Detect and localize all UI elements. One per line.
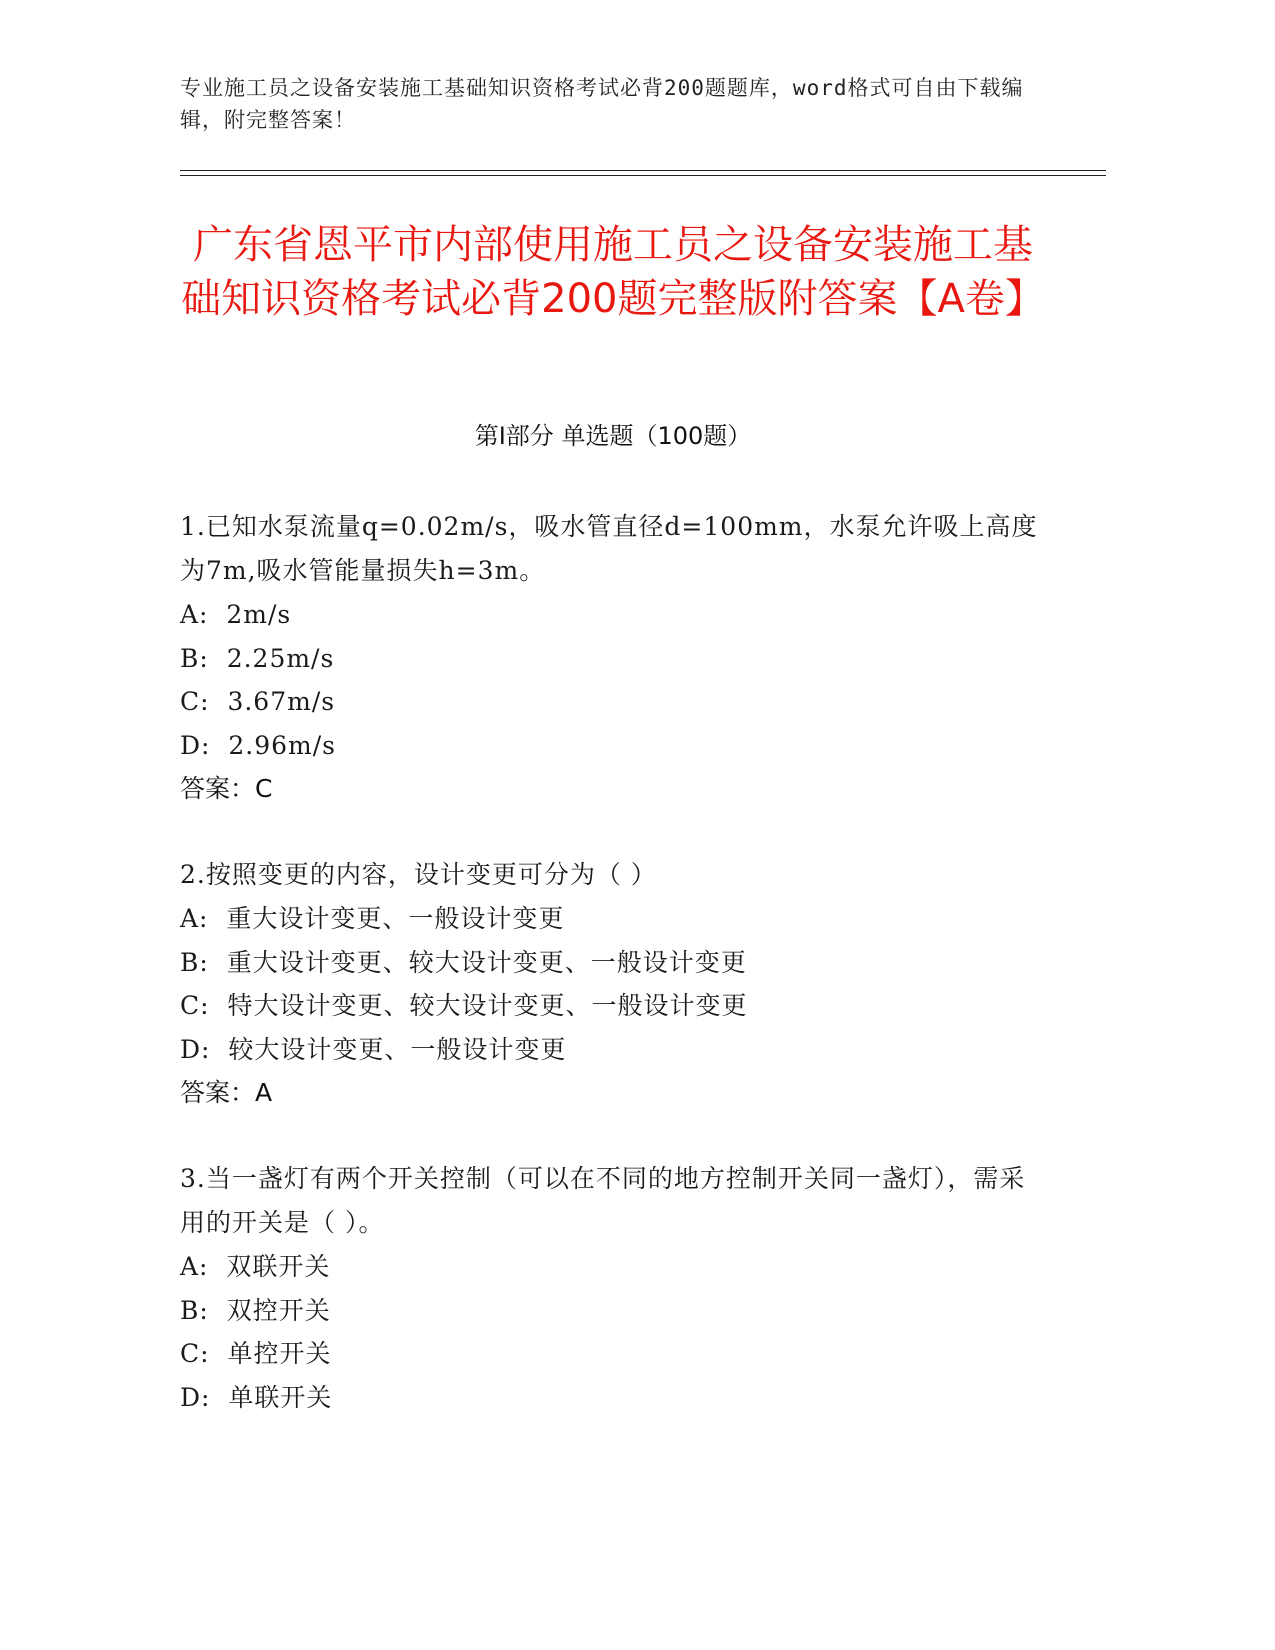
header-divider-top	[180, 170, 1106, 171]
question-stem: 2.按照变更的内容，设计变更可分为（ ）	[180, 860, 657, 889]
option-c: C: 3.67m/s	[180, 687, 336, 716]
option-c: C: 特大设计变更、较大设计变更、一般设计变更	[180, 991, 748, 1020]
question-list	[180, 505, 1046, 1461]
option-b: B: 双控开关	[180, 1295, 331, 1325]
question-1	[180, 505, 1046, 811]
option-a: A: 双联开关	[180, 1252, 331, 1281]
document-title: 广东省恩平市内部使用施工员之设备安装施工基础知识资格考试必背200题完整版附答案【A卷】	[181, 222, 1045, 322]
header-divider-bottom	[180, 175, 1106, 176]
option-b: B: 2.25m/s	[180, 643, 335, 673]
question-stem: 1.已知水泵流量q=0.02m/s，吸水管直径d=100mm，水泵允许吸上高度为7m,吸水管能量损失h=3m。	[180, 512, 1038, 585]
section-title: 第I部分 单选题（100题）	[474, 422, 752, 450]
option-a: A: 2m/s	[180, 600, 292, 629]
option-d: D: 单联开关	[180, 1382, 333, 1412]
answer: 答案：C	[180, 774, 273, 803]
option-b: B: 重大设计变更、较大设计变更、一般设计变更	[180, 947, 747, 977]
option-d: D: 2.96m/s	[180, 730, 336, 760]
question-2	[180, 853, 1046, 1115]
option-d: D: 较大设计变更、一般设计变更	[180, 1034, 567, 1064]
option-a: A: 重大设计变更、一般设计变更	[180, 904, 565, 933]
option-c: C: 单控开关	[180, 1339, 332, 1368]
question-3	[180, 1157, 1046, 1419]
answer: 答案：A	[180, 1078, 273, 1107]
question-stem: 3.当一盏灯有两个开关控制（可以在不同的地方控制开关同一盏灯），需采用的开关是（ ）。	[180, 1164, 1026, 1237]
header-note: 专业施工员之设备安装施工基础知识资格考试必背200题题库，word格式可自由下载编辑，附完整答案！	[180, 76, 1024, 132]
